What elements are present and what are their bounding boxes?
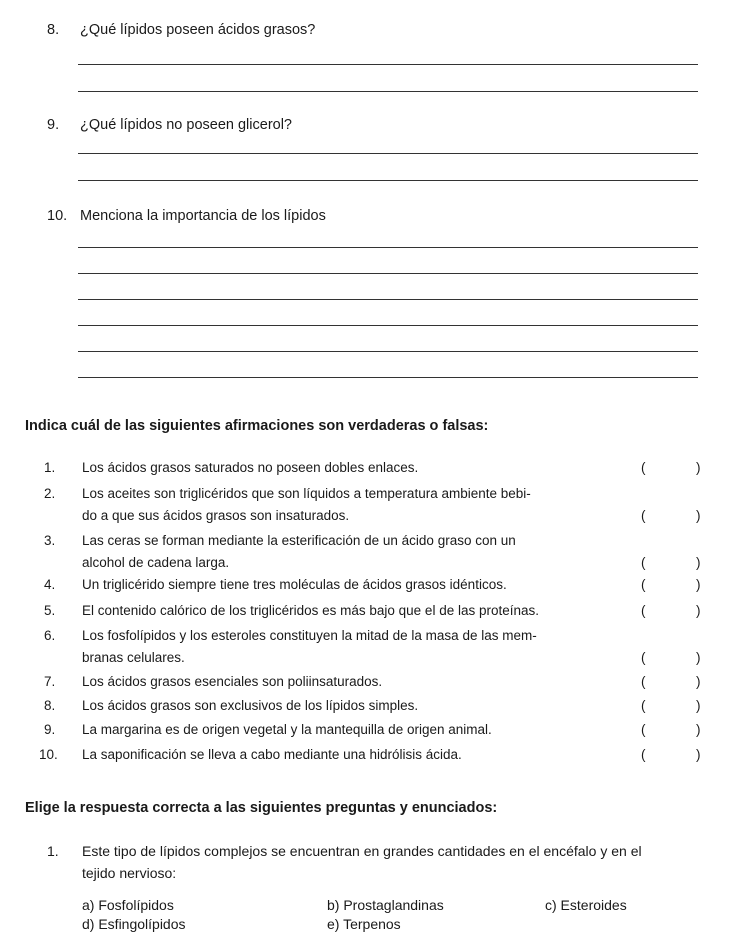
tf-item-number: 1.	[44, 460, 56, 475]
paren-open: (	[641, 747, 646, 762]
paren-close: )	[696, 747, 701, 762]
answer-line[interactable]	[78, 299, 698, 300]
tf-item-text: Los ácidos grasos saturados no poseen dobles enlaces.	[82, 460, 419, 475]
tf-item-text: El contenido calórico de los triglicéridos es más bajo que el de las proteínas.	[82, 603, 540, 618]
tf-item-text: branas celulares.	[82, 650, 185, 665]
answer-line[interactable]	[78, 351, 698, 352]
question-10-number: 10.	[47, 208, 68, 224]
tf-item-text: La margarina es de origen vegetal y la mantequilla de origen animal.	[82, 722, 492, 737]
paren-open: (	[641, 508, 646, 523]
paren-open: (	[641, 577, 646, 592]
tf-item-text: alcohol de cadena larga.	[82, 555, 230, 570]
tf-item-number: 7.	[44, 674, 56, 689]
mc-question-text: Este tipo de lípidos complejos se encuentran en grandes cantidades en el encéfalo y en el	[82, 843, 642, 859]
paren-close: )	[696, 698, 701, 713]
mc-option-a[interactable]: a) Fosfolípidos	[82, 897, 174, 913]
paren-close: )	[696, 603, 701, 618]
answer-line[interactable]	[78, 377, 698, 378]
mc-question-text: tejido nervioso:	[82, 865, 177, 881]
answer-line[interactable]	[78, 325, 698, 326]
tf-item-number: 3.	[44, 533, 56, 548]
paren-open: (	[641, 460, 646, 475]
question-9-text: ¿Qué lípidos no poseen glicerol?	[80, 117, 292, 133]
tf-item-text: Los ácidos grasos son exclusivos de los lípidos simples.	[82, 698, 419, 713]
tf-item-number: 9.	[44, 722, 56, 737]
tf-item-number: 2.	[44, 486, 56, 501]
tf-item-number: 8.	[44, 698, 56, 713]
mc-option-e[interactable]: e) Terpenos	[327, 916, 401, 932]
true-false-heading: Indica cuál de las siguientes afirmaciones son verdaderas o falsas:	[25, 418, 489, 434]
tf-item-number: 4.	[44, 577, 56, 592]
mc-question-number: 1.	[47, 843, 59, 859]
paren-close: )	[696, 650, 701, 665]
answer-line[interactable]	[78, 273, 698, 274]
tf-item-number: 5.	[44, 603, 56, 618]
mc-option-d[interactable]: d) Esfingolípidos	[82, 916, 186, 932]
paren-open: (	[641, 698, 646, 713]
multiple-choice-heading: Elige la respuesta correcta a las siguientes preguntas y enunciados:	[25, 800, 498, 816]
question-8-number: 8.	[47, 22, 60, 38]
question-10-text: Menciona la importancia de los lípidos	[80, 208, 326, 224]
mc-option-b[interactable]: b) Prostaglandinas	[327, 897, 444, 913]
paren-close: )	[696, 508, 701, 523]
tf-item-text: Los fosfolípidos y los esteroles constituyen la mitad de la masa de las mem-	[82, 628, 537, 643]
paren-close: )	[696, 460, 701, 475]
paren-close: )	[696, 722, 701, 737]
tf-item-text: Los aceites son triglicéridos que son líquidos a temperatura ambiente bebi-	[82, 486, 531, 501]
answer-line[interactable]	[78, 180, 698, 181]
answer-line[interactable]	[78, 91, 698, 92]
paren-open: (	[641, 650, 646, 665]
tf-item-text: do a que sus ácidos grasos son insaturados.	[82, 508, 350, 523]
paren-open: (	[641, 722, 646, 737]
mc-option-c[interactable]: c) Esteroides	[545, 897, 627, 913]
paren-open: (	[641, 603, 646, 618]
question-9-number: 9.	[47, 117, 60, 133]
answer-line[interactable]	[78, 247, 698, 248]
paren-close: )	[696, 555, 701, 570]
paren-open: (	[641, 674, 646, 689]
tf-item-text: La saponificación se lleva a cabo mediante una hidrólisis ácida.	[82, 747, 462, 762]
question-8-text: ¿Qué lípidos poseen ácidos grasos?	[80, 22, 316, 38]
answer-line[interactable]	[78, 153, 698, 154]
paren-open: (	[641, 555, 646, 570]
tf-item-text: Las ceras se forman mediante la esterificación de un ácido graso con un	[82, 533, 516, 548]
tf-item-text: Un triglicérido siempre tiene tres moléculas de ácidos grasos idénticos.	[82, 577, 507, 592]
paren-close: )	[696, 674, 701, 689]
tf-item-number: 6.	[44, 628, 56, 643]
answer-line[interactable]	[78, 64, 698, 65]
tf-item-number: 10.	[39, 747, 58, 762]
paren-close: )	[696, 577, 701, 592]
tf-item-text: Los ácidos grasos esenciales son poliinsaturados.	[82, 674, 383, 689]
